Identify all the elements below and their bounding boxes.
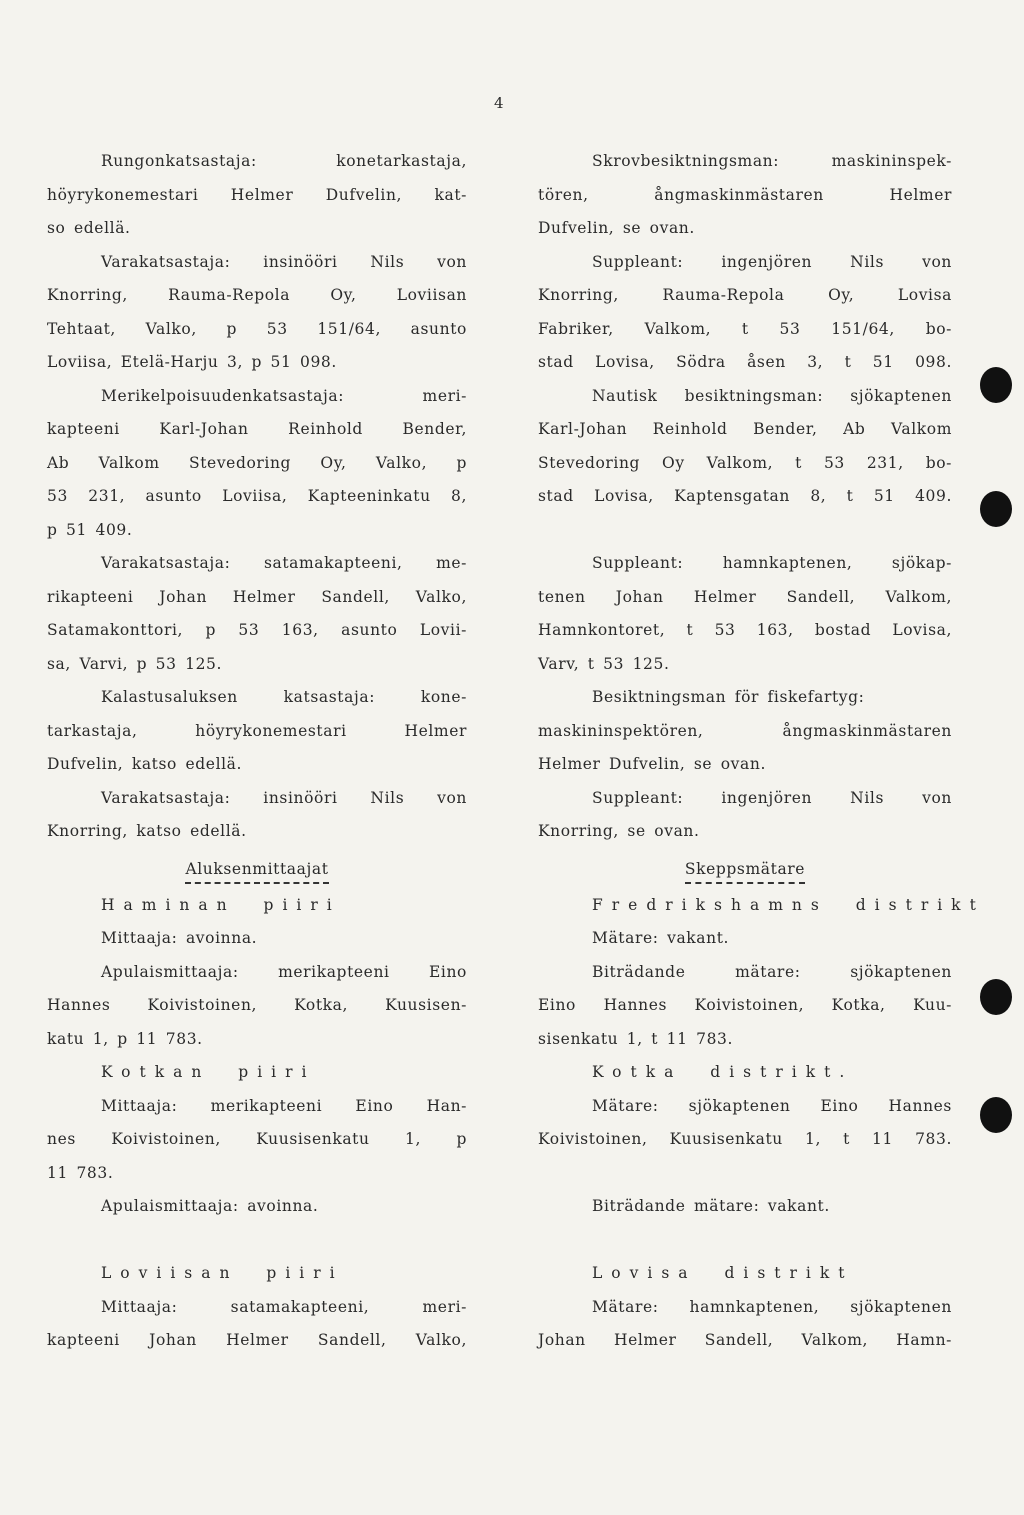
text-line: Nautisk besiktningsman: sjökaptenen [592,386,952,405]
text-line: Tehtaat, Valko, p 53 151/64, asunto [47,319,467,338]
text-line: rikapteeni Johan Helmer Sandell, Valko, [47,587,467,606]
text-line: Suppleant: ingenjören Nils von [592,788,952,807]
text-line: Mittaaja: avoinna. [101,929,258,947]
text-line: Apulaismittaaja: merikapteeni Eino [101,962,467,981]
text-line: kapteeni Karl-Johan Reinhold Bender, [47,420,467,438]
text-line: Rungonkatsastaja: konetarkastaja, [101,152,467,170]
text-line: nes Koivistoinen, Kuusisenkatu 1, p [47,1130,467,1148]
text-line: Kotka distrikt. [592,1063,854,1081]
text-line: Varakatsastaja: satamakapteeni, me- [101,554,467,572]
text-line: Biträdande mätare: sjökaptenen [592,962,952,981]
text-line: Knorring, Rauma-Repola Oy, Loviisan [47,286,467,304]
text-line: Stevedoring Oy Valkom, t 53 231, bo- [538,453,952,472]
text-line: Mätare: sjökaptenen Eino Hannes [592,1096,952,1115]
text-line: 11 783. [47,1163,114,1182]
text-line: Hannes Koivistoinen, Kotka, Kuusisen- [47,996,467,1014]
text-line: Lovisa distrikt [592,1264,854,1282]
text-line [538,1157,952,1191]
text-line: Eino Hannes Koivistoinen, Kotka, Kuu- [538,996,952,1014]
punch-hole [980,979,1012,1015]
text-line: Mätare: hamnkaptenen, sjökaptenen [592,1297,952,1316]
punch-hole [980,367,1012,403]
text-line: Kotkan piiri [101,1063,316,1081]
text-line: maskininspektören, ångmaskinmästaren [538,721,952,740]
text-line: Dufvelin, katso edellä. [47,755,243,773]
text-line: Knorring, Rauma-Repola Oy, Lovisa [538,286,952,304]
text-line: Knorring, se ovan. [538,822,700,840]
section-heading [538,849,952,889]
text-line: Karl-Johan Reinhold Bender, Ab Valkom [538,420,952,438]
text-line: Mittaaja: satamakapteeni, meri- [101,1297,467,1316]
text-line: Loviisa, Etelä-Harju 3, p 51 098. [47,353,337,371]
text-line: Kalastusaluksen katsastaja: kone- [101,688,467,706]
text-line: Johan Helmer Sandell, Valkom, Hamn- [538,1331,952,1349]
text-line: sa, Varvi, p 53 125. [47,654,223,673]
text-line: Varakatsastaja: insinööri Nils von [101,252,467,271]
text-line: stad Lovisa, Kaptensgatan 8, t 51 409. [538,487,952,505]
text-line: Haminan piiri [101,895,341,914]
text-line [538,1224,952,1258]
text-line: Dufvelin, se ovan. [538,219,695,237]
text-line: höyrykonemestari Helmer Dufvelin, kat- [47,185,467,204]
text-line: Satamakonttori, p 53 163, asunto Lovii- [47,621,467,639]
punch-hole [980,491,1012,527]
text-line: Varakatsastaja: insinööri Nils von [101,788,467,807]
text-line: Koivistoinen, Kuusisenkatu 1, t 11 783. [538,1130,952,1148]
section-heading-text: Skeppsmätare [685,858,805,884]
text-line: Fabriker, Valkom, t 53 151/64, bo- [538,319,952,338]
text-line: Besiktningsman för fiskefartyg: [592,688,865,706]
section-heading [47,849,467,889]
text-line: Knorring, katso edellä. [47,822,247,840]
section-heading-text: Aluksenmittaajat [185,858,328,884]
text-line: Skrovbesiktningsman: maskininspek- [592,152,952,170]
text-line: tenen Johan Helmer Sandell, Valkom, [538,587,952,606]
left-column [47,145,467,1358]
text-line [47,1224,467,1258]
text-line: kapteeni Johan Helmer Sandell, Valko, [47,1331,467,1349]
text-line: so edellä. [47,219,131,237]
right-column [538,145,985,1358]
text-line: Varv, t 53 125. [538,654,670,673]
text-line: tarkastaja, höyrykonemestari Helmer [47,721,467,740]
text-line: Ab Valkom Stevedoring Oy, Valko, p [47,453,467,472]
text-line: Merikelpoisuudenkatsastaja: meri- [101,386,467,405]
text-line: p 51 409. [47,520,133,539]
text-line: Hamnkontoret, t 53 163, bostad Lovisa, [538,621,952,639]
text-line: Mätare: vakant. [592,929,730,947]
text-line: 53 231, asunto Loviisa, Kapteeninkatu 8, [47,487,467,505]
text-line: stad Lovisa, Södra åsen 3, t 51 098. [538,353,952,371]
text-line: tören, ångmaskinmästaren Helmer [538,185,952,204]
text-line: Mittaaja: merikapteeni Eino Han- [101,1096,467,1115]
text-line: Helmer Dufvelin, se ovan. [538,755,766,773]
text-line: sisenkatu 1, t 11 783. [538,1029,734,1048]
text-line: Suppleant: hamnkaptenen, sjökap- [592,554,952,572]
text-line: katu 1, p 11 783. [47,1029,203,1048]
text-line: Biträdande mätare: vakant. [592,1197,830,1215]
punch-hole [980,1097,1012,1133]
text-line: Apulaismittaaja: avoinna. [101,1197,319,1215]
page-number: 4 [494,94,504,112]
text-line: Suppleant: ingenjören Nils von [592,252,952,271]
text-line [538,514,952,548]
text-line: Fredrikshamns distrikt [592,895,985,914]
text-line: Loviisan piiri [101,1264,344,1282]
